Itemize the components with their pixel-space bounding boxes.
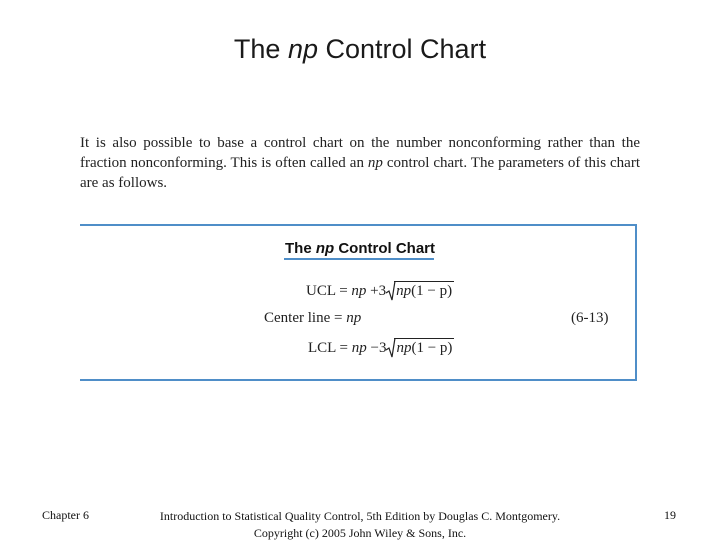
ucl-radical: np(1 − p) xyxy=(386,283,452,300)
ucl-equation: UCL = np +3 np(1 − p) xyxy=(306,283,453,299)
slide-title: The np Control Chart xyxy=(233,34,487,64)
lcl-label: LCL xyxy=(308,340,336,356)
formula-box-title-underline xyxy=(284,258,434,260)
lcl-radical: np(1 − p) xyxy=(386,340,452,357)
intro-variable: np xyxy=(367,155,383,171)
center-line-equation: Center line = np xyxy=(264,310,362,326)
page-number: 19 xyxy=(664,508,676,522)
equation-number: (6-13) xyxy=(571,310,609,326)
title-variable: np xyxy=(287,34,318,64)
center-line-label: Center line xyxy=(264,310,331,326)
footer-chapter: Chapter 6 xyxy=(42,508,89,522)
intro-paragraph: It is also possible to base a control chart on the number nonconforming rather than the fraction nonconforming. This is often called an np control chart. The parameters of this chart are as follows. xyxy=(80,135,640,191)
radical-sign-icon xyxy=(386,338,396,358)
formula-box xyxy=(80,224,637,381)
radical-sign-icon xyxy=(386,281,396,301)
ucl-label: UCL xyxy=(306,283,336,299)
lcl-equation: LCL = np −3 np(1 − p) xyxy=(308,340,453,356)
formula-box-title: The np Control Chart xyxy=(285,240,435,257)
footer-citation: Introduction to Statistical Quality Control, 5th Edition by Douglas C. Montgomery. Copyright (c) 2005 John Wiley & Sons, Inc. xyxy=(159,509,561,540)
